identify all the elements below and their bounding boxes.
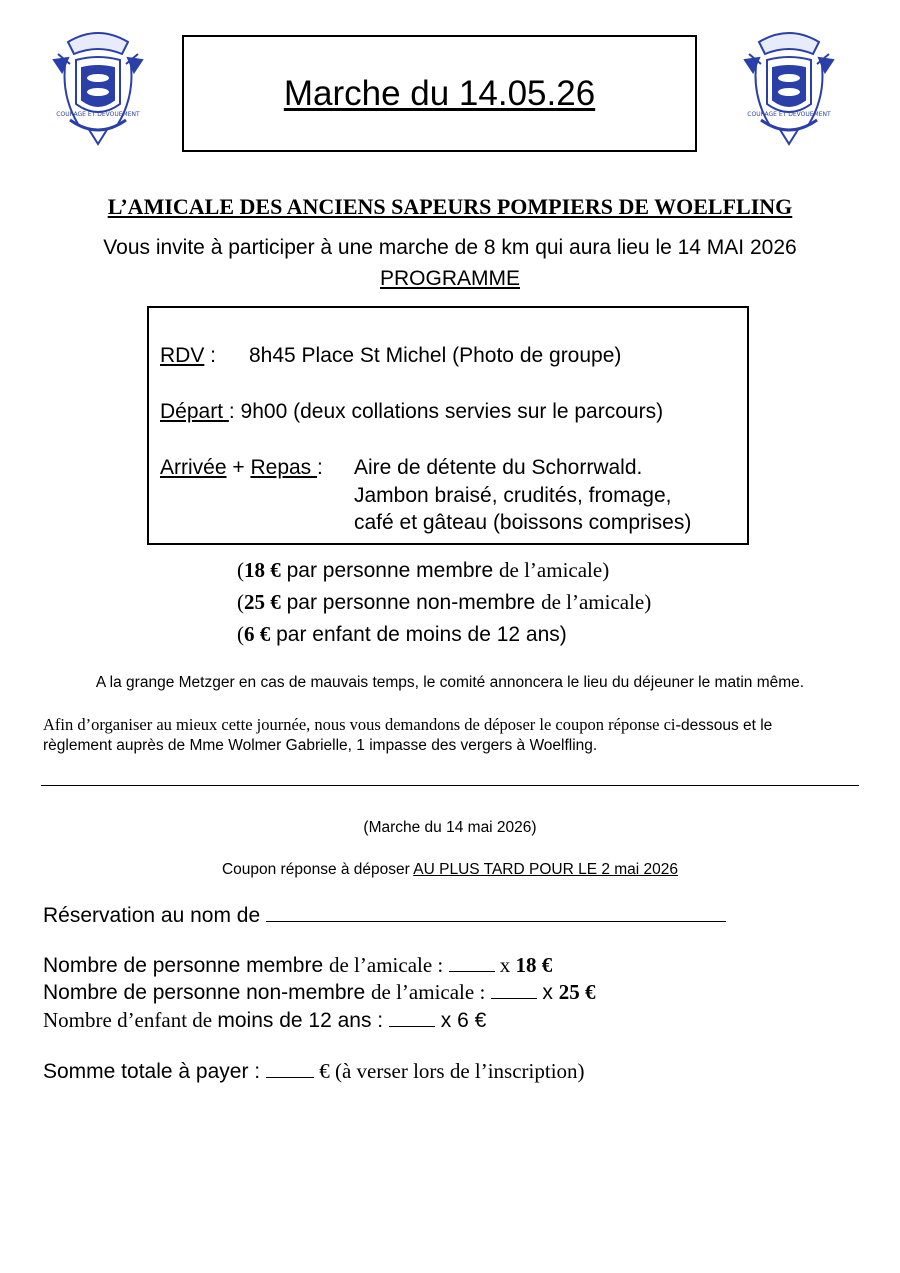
total-amount-field[interactable]	[266, 1059, 314, 1078]
organize-note-line-1: Afin d’organiser au mieux cette journée, nous vous demandons de déposer le coupon réponse ci-dessous et le	[43, 715, 773, 734]
arrivee-place: Aire de détente du Schorrwald.	[354, 456, 643, 479]
total-line: Somme totale à payer : € (à verser lors de l’inscription)	[43, 1059, 585, 1083]
programme-box	[147, 306, 749, 545]
children-count-field[interactable]	[389, 1008, 435, 1027]
cut-line-divider	[41, 785, 859, 786]
members-count-field[interactable]	[449, 953, 495, 972]
svg-text:COURAGE ET DEVOUEMENT: COURAGE ET DEVOUEMENT	[747, 111, 831, 118]
firefighter-emblem-right	[739, 24, 839, 149]
price-non-member: (25 € par personne non-membre de l’amicale)	[237, 590, 652, 614]
programme-heading: PROGRAMME	[379, 267, 520, 290]
coupon-deadline: Coupon réponse à déposer AU PLUS TARD POUR LE 2 mai 2026	[221, 861, 679, 878]
rdv-line: RDV :	[160, 344, 217, 367]
price-child: (6 € par enfant de moins de 12 ans)	[237, 622, 567, 646]
rdv-text: 8h45 Place St Michel (Photo de groupe)	[249, 344, 622, 367]
non-members-count-field[interactable]	[491, 980, 537, 999]
firefighter-emblem-left	[48, 24, 148, 149]
organization-heading: L’AMICALE DES ANCIENS SAPEURS POMPIERS DE WOELFLING	[107, 194, 793, 219]
invitation-text: Vous invite à participer à une marche de 8 km qui aura lieu le 14 MAI 2026	[103, 236, 797, 259]
price-member: (18 € par personne membre de l’amicale)	[237, 558, 610, 582]
menu-line-1: Jambon braisé, crudités, fromage,	[354, 484, 672, 507]
non-members-line: Nombre de personne non-membre de l’amicale : x 25 €	[43, 980, 596, 1004]
depart-line: Départ : 9h00 (deux collations servies sur le parcours)	[160, 400, 664, 423]
members-line: Nombre de personne membre de l’amicale : x 18 €	[43, 953, 553, 977]
svg-text:COURAGE ET DEVOUEMENT: COURAGE ET DEVOUEMENT	[56, 111, 140, 118]
reservation-line: Réservation au nom de	[43, 903, 726, 928]
reservation-name-field[interactable]	[266, 903, 726, 922]
bad-weather-note: A la grange Metzger en cas de mauvais temps, le comité annoncera le lieu du déjeuner le matin même.	[95, 674, 805, 691]
organize-note-line-2: règlement auprès de Mme Wolmer Gabrielle, 1 impasse des vergers à Woelfling.	[43, 737, 598, 754]
arrivee-line: Arrivée + Repas :	[160, 456, 323, 479]
title-box	[182, 35, 697, 152]
menu-line-2: café et gâteau (boissons comprises)	[354, 511, 692, 534]
coupon-subtitle: (Marche du 14 mai 2026)	[363, 819, 537, 836]
page-title: Marche du 14.05.26	[283, 73, 596, 113]
children-line: Nombre d’enfant de moins de 12 ans : x 6 €	[43, 1008, 487, 1032]
